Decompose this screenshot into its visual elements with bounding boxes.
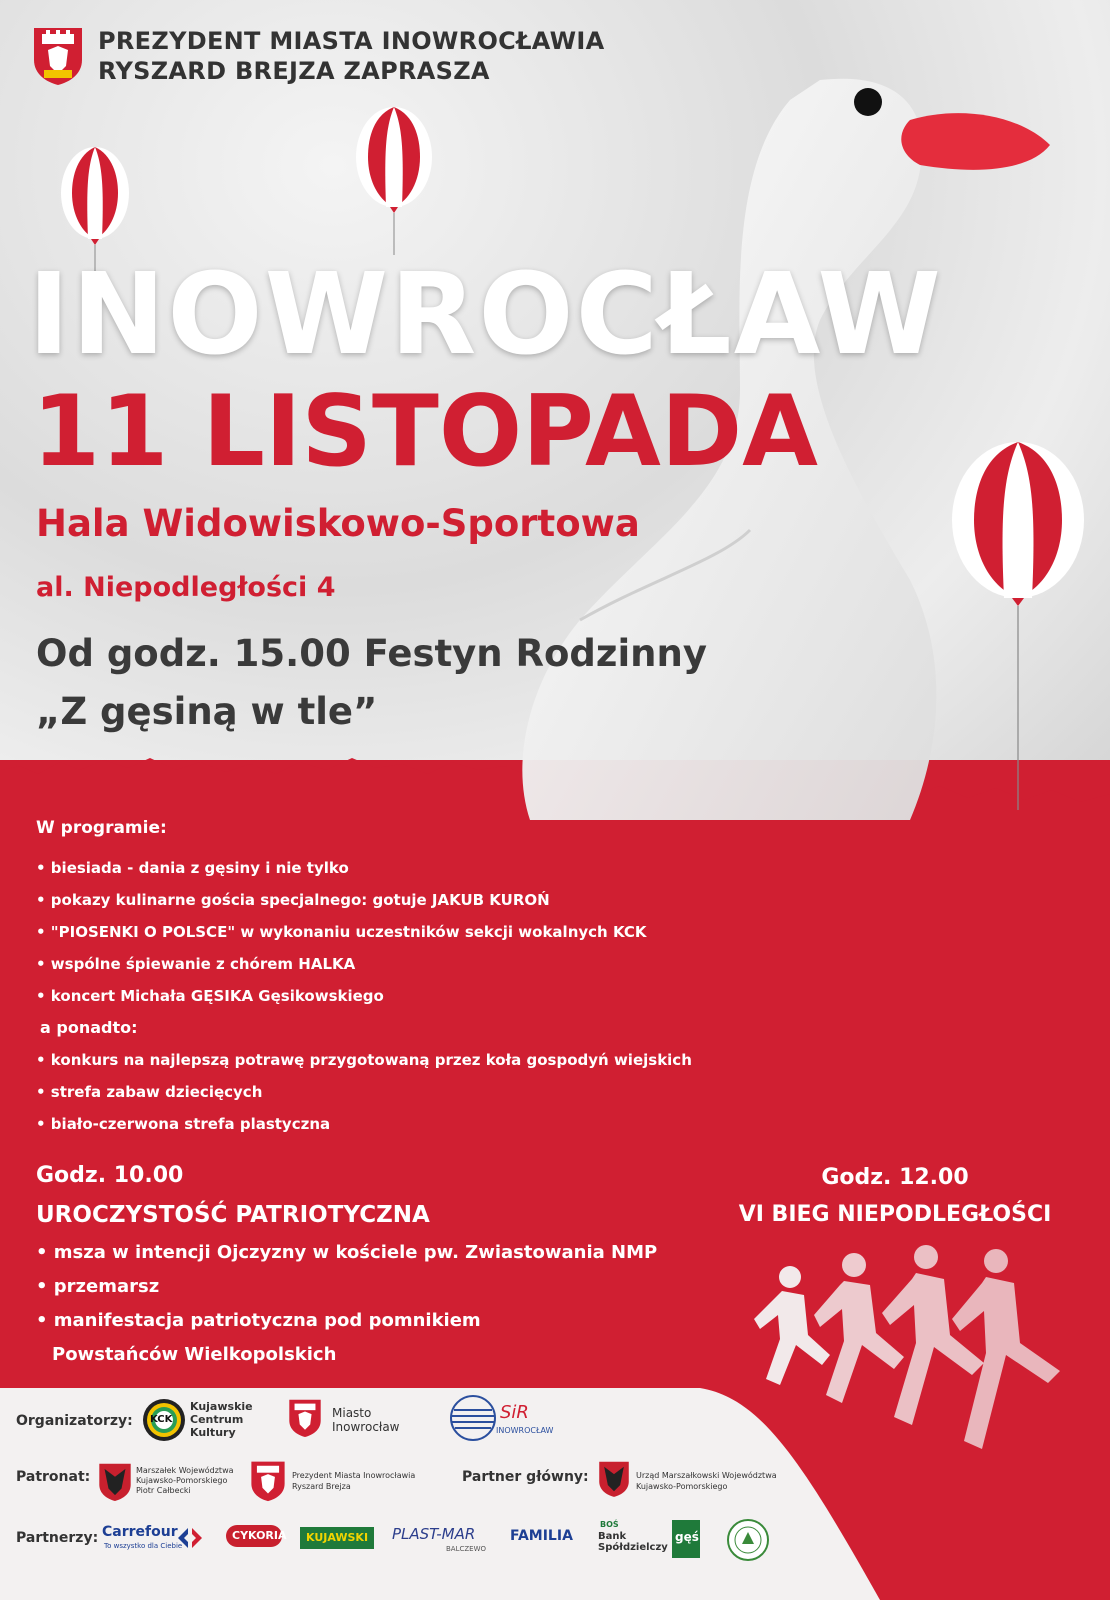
title-date: 11 LISTOPADA <box>32 375 819 489</box>
urzad-logo-text <box>636 1470 777 1492</box>
prezydent-line-2: Ryszard Brejza <box>292 1482 351 1491</box>
prezydent-line-1: Prezydent Miasta Inowrocławia <box>292 1471 416 1480</box>
program-item: • "PIOSENKI O POLSCE" w wykonaniu uczestników sekcji wokalnych KCK <box>36 923 647 941</box>
ceremony-section <box>36 1163 657 1372</box>
header-line-1: PREZYDENT MIASTA INOWROCŁAWIA <box>98 27 605 55</box>
balloon-middle <box>352 105 436 255</box>
ceremony-time: Godz. 10.00 <box>36 1163 184 1188</box>
plastmar-logo: PLAST-MAR <box>392 1525 476 1543</box>
address: al. Niepodległości 4 <box>36 572 336 603</box>
kck-mark: KCK <box>150 1414 173 1425</box>
kck-logo-text <box>190 1401 253 1440</box>
urzad-line-2: Kujawsko-Pomorskiego <box>636 1482 728 1491</box>
header-line-2: RYSZARD BREJZA ZAPRASZA <box>98 57 490 85</box>
city-crest-icon <box>32 26 84 86</box>
marszalek-line-1: Marszałek Województwa <box>136 1466 234 1475</box>
plastmar-tagline: BALCZEWO <box>446 1545 487 1553</box>
run-time: Godz. 12.00 <box>821 1165 969 1190</box>
marszalek-line-2: Kujawsko-Pomorskiego <box>136 1476 228 1485</box>
program-item: • biesiada - dania z gęsiny i nie tylko <box>36 859 349 877</box>
organizers-label: Organizatorzy: <box>16 1413 133 1429</box>
ceremony-item-continued: Powstańców Wielkopolskich <box>52 1344 337 1365</box>
familia-logo: FAMILIA <box>510 1528 573 1544</box>
run-title: VI BIEG NIEPODLEGŁOŚCI <box>738 1202 1052 1227</box>
ges-logo: gęś <box>675 1530 699 1544</box>
marszalek-crest-icon <box>98 1462 132 1502</box>
urzad-crest-icon <box>598 1460 630 1498</box>
run-section <box>720 1165 1070 1227</box>
program-also-item: • biało-czerwona strefa plastyczna <box>36 1115 331 1133</box>
ceremony-item: • przemarsz <box>36 1276 160 1297</box>
instytut-seal-icon <box>726 1518 770 1562</box>
carrefour-logo: Carrefour <box>102 1524 178 1540</box>
miasto-crest-icon <box>288 1398 322 1438</box>
sir-logo-icon <box>448 1394 498 1442</box>
urzad-line-1: Urząd Marszałkowski Województwa <box>636 1471 777 1480</box>
partners-label: Partnerzy: <box>16 1530 99 1546</box>
program-item: • pokazy kulinarne gościa specjalnego: gotuje JAKUB KUROŃ <box>36 891 550 909</box>
balloon-right <box>948 440 1088 810</box>
program-item: • wspólne śpiewanie z chórem HALKA <box>36 955 356 973</box>
sir-sub: INOWROCŁAW <box>496 1426 554 1435</box>
kck-line-3: Kultury <box>190 1426 236 1439</box>
miasto-line-2: Inowrocław <box>332 1420 400 1434</box>
festival-time: Od godz. 15.00 Festyn Rodzinny <box>36 632 707 675</box>
ceremony-title: UROCZYSTOŚĆ PATRIOTYCZNA <box>36 1202 430 1228</box>
program-section <box>36 818 692 1140</box>
carrefour-mark-icon <box>176 1526 204 1550</box>
partner-label: Partner główny: <box>462 1469 589 1485</box>
bank-line-1: Bank <box>598 1531 627 1542</box>
ceremony-item: • manifestacja patriotyczna pod pomnikiem <box>36 1310 481 1331</box>
miasto-line-1: Miasto <box>332 1406 372 1420</box>
kck-line-2: Centrum <box>190 1413 244 1426</box>
program-item: • koncert Michała GĘSIKA Gęsikowskiego <box>36 987 384 1005</box>
sir-mark: SiR <box>500 1402 529 1423</box>
marszalek-logo-text <box>136 1466 234 1496</box>
prezydent-crest-icon <box>250 1460 286 1502</box>
bank-logo-text <box>598 1531 668 1553</box>
bos-mark: BOŚ <box>600 1520 619 1529</box>
program-heading: W programie: <box>36 818 167 838</box>
program-also-item: • konkurs na najlepszą potrawę przygotowaną przez koła gospodyń wiejskich <box>36 1051 692 1069</box>
ceremony-item: • msza w intencji Ojczyzny w kościele pw. Zwiastowania NMP <box>36 1242 658 1263</box>
title-city: INOWROCŁAW <box>28 250 943 380</box>
kck-line-1: Kujawskie <box>190 1400 253 1413</box>
bank-line-2: Spółdzielczy <box>598 1542 668 1553</box>
festival-name: „Z gęsiną w tle” <box>36 690 378 733</box>
program-also-label: a ponadto: <box>40 1018 138 1037</box>
miasto-logo-text <box>332 1406 400 1434</box>
program-also-item: • strefa zabaw dziecięcych <box>36 1083 263 1101</box>
prezydent-logo-text <box>292 1470 415 1492</box>
kujawski-logo: KUJAWSKI <box>306 1531 369 1544</box>
venue: Hala Widowiskowo-Sportowa <box>36 502 640 545</box>
cykoria-logo: CYKORIA <box>232 1529 287 1542</box>
carrefour-tagline: To wszystko dla Ciebie <box>104 1542 183 1550</box>
patronat-label: Patronat: <box>16 1469 91 1485</box>
marszalek-line-3: Piotr Całbecki <box>136 1486 191 1495</box>
